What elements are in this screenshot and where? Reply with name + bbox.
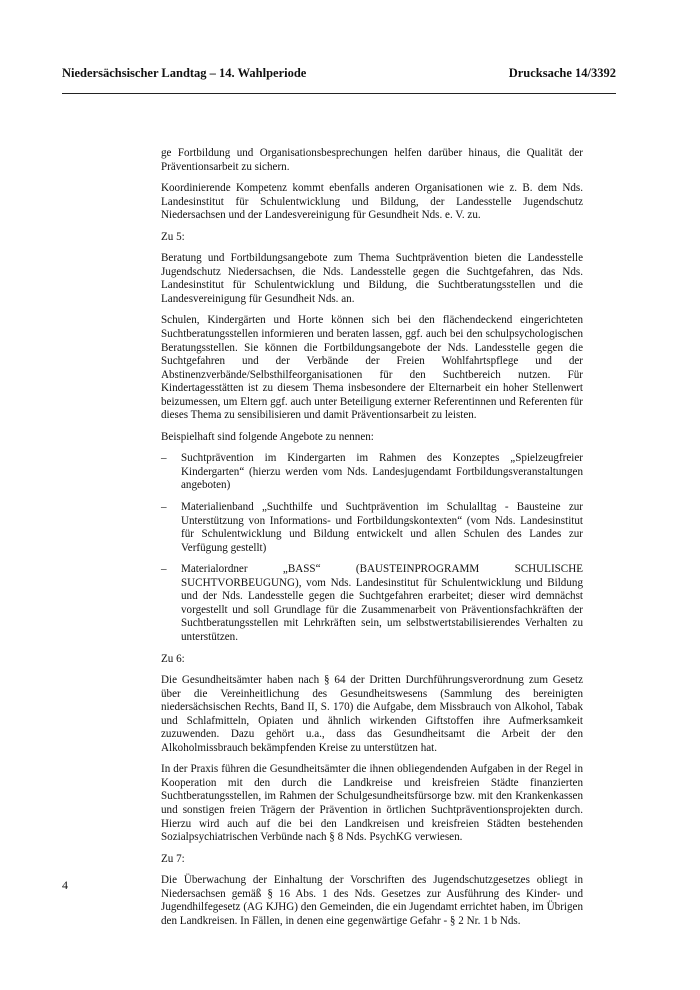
paragraph: Die Überwachung der Einhaltung der Vorschriften des Jugendschutzgesetzes obliegt in Niedersachsen gemäß § 16 Abs. 1 des Nds. Gesetzes zur Ausführung des Kinder- und Jugendhilfegesetz (AG KJHG) den Gemeinden, die ein Jugendamt errichtet haben, im Übrigen den Landkreisen. In Fällen, in denen eine gegenwärtige Gefahr - § 2 Nr. 1 b Nds. <box>161 874 583 927</box>
list-dash: – <box>161 452 167 465</box>
paragraph: Beratung und Fortbildungsangebote zum Thema Suchtprävention bieten die Landesstelle Jugendschutz Niedersachsen, die Nds. Landesstelle gegen die Suchtgefahren, das Nds. Landesinstitut für Schulentwicklung und Bildung, die Suchtberatungsstellen und die Landesvereinigung für Gesundheit Nds. an. <box>161 252 583 305</box>
paragraph: Beispielhaft sind folgende Angebote zu nennen: <box>161 430 374 443</box>
header-title: Niedersächsischer Landtag – 14. Wahlperiode <box>62 66 307 80</box>
document-number: Drucksache 14/3392 <box>508 66 616 80</box>
list-item <box>161 563 583 644</box>
list-item-text: Materialienband „Suchthilfe und Suchtprävention im Schulalltag - Bausteine zur Unterstützung von Informations- und Fortbildungskontexten“ (vom Nds. Landesinstitut für Schulentwicklung und Bildung entwickelt und allen Schulen des Landes zur Verfügung gestellt) <box>181 501 583 554</box>
paragraph: Koordinierende Kompetenz kommt ebenfalls anderen Organisationen wie z. B. dem Nds. Landesinstitut für Schulentwicklung und Bildung, der Landesstelle Jugendschutz Niedersachsen und der Landesvereinigung für Gesundheit Nds. e. V. zu. <box>161 182 583 222</box>
header-rule <box>62 93 616 94</box>
section-heading-5: Zu 5: <box>161 230 185 243</box>
offer-list <box>161 452 583 644</box>
paragraph: Schulen, Kindergärten und Horte können sich bei den flächendeckend eingerichteten Suchtberatungsstellen informieren und beraten lassen, ggf. auch bei den schulpsychologischen Beratungsstellen. Sie können die Fortbildungsangebote der Nds. Landesstelle gegen die Suchtgefahren und der Verbände der Freien Wohlfahrtspflege und der Abstinenzverbände/Selbsthilfeorganisationen für den Suchtbereich nutzen. Für Kindertagesstätten ist zu diesem Thema insbesondere der Elternarbeit ein hoher Stellenwert beizumessen, um Eltern ggf. auch unter Beteiligung externer Referentinnen und Referenten für dieses Thema zu sensibilisieren und damit Präventionsarbeit zu leisten. <box>161 314 583 422</box>
list-dash: – <box>161 501 167 514</box>
paragraph: Die Gesundheitsämter haben nach § 64 der Dritten Durchführungsverordnung zum Gesetz über die Vereinheitlichung des Gesundheitswesens (Sammlung des bereinigten niedersächsischen Rechts, Band II, S. 170) die Aufgabe, dem Missbrauch von Alkohol, Tabak und Schlafmitteln, Opiaten und ähnlich wirkenden Giftstoffen ihre Aufmerksamkeit zuzuwenden. Dazu gehört u.a., dass das Gesundheitsamt die Arbeit der den Alkoholmissbrauch bekämpfenden Kreise zu unterstützen hat. <box>161 674 583 754</box>
section-heading-7: Zu 7: <box>161 852 185 865</box>
list-item <box>161 452 583 493</box>
paragraph: ge Fortbildung und Organisationsbesprechungen helfen darüber hinaus, die Qualität der Präventionsarbeit zu sichern. <box>161 147 583 173</box>
document-body <box>161 147 583 936</box>
page-header <box>62 66 616 84</box>
page-number: 4 <box>62 878 68 892</box>
list-item <box>161 501 583 555</box>
section-heading-6: Zu 6: <box>161 652 185 665</box>
list-dash: – <box>161 563 167 576</box>
paragraph: In der Praxis führen die Gesundheitsämter die ihnen obliegendenden Aufgaben in der Regel in Kooperation mit den durch die Landkreise und kreisfreien Städte finanzierten Suchtberatungsstellen, im Rahmen der Schulgesundheitsfürsorge bzw. mit den Krankenkassen und sonstigen freien Trägern der Prävention in örtlichen Suchtpräventionsprojekten durch. Hierzu wird auch auf die bei den Landkreisen und kreisfreien Städten bestehenden Sozialpsychiatrischen Verbünde nach § 8 Nds. PsychKG verwiesen. <box>161 763 583 844</box>
list-item-text: Materialordner „BASS“ (BAUSTEINPROGRAMM SCHULISCHE SUCHTVORBEUGUNG), vom Nds. Landesinstitut für Schulentwicklung und Bildung und der Nds. Landesstelle gegen die Suchtgefahren erarbeitet; dieser wird demnächst vorgestellt und soll Grundlage für die Zusammenarbeit von Präventionsfachkräften der Suchtberatungsstellen mit Lehrkräften sein, um selbstwertstabilisierendes Verhalten zu unterstützen. <box>181 563 583 643</box>
list-item-text: Suchtprävention im Kindergarten im Rahmen des Konzeptes „Spielzeugfreier Kindergarten“ (hierzu werden vom Nds. Landesjugendamt Fortbildungsveranstaltungen angeboten) <box>181 452 583 492</box>
